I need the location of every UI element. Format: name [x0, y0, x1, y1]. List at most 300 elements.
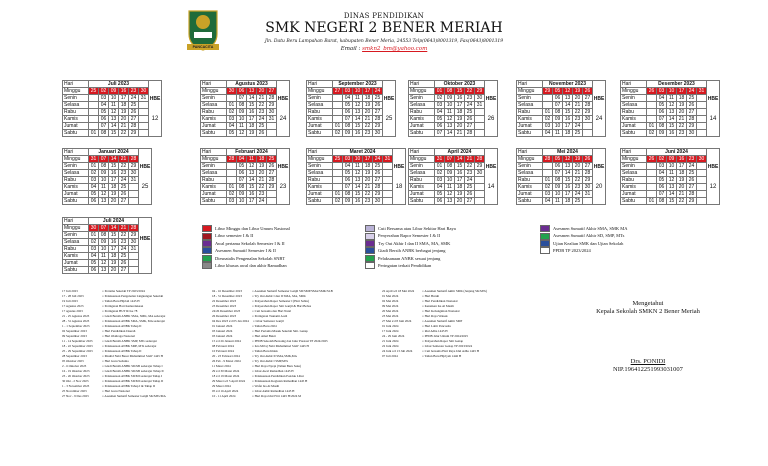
note-date: 25 November 2023: [62, 389, 87, 393]
note-text: = Pelaksanaan Pengenalan Lingkungan Sekolah: [102, 294, 164, 298]
date-cell: [697, 130, 707, 137]
note-text: = Maulid Nabi Besar Muhammad SAW 1445 H: [102, 354, 163, 358]
date-cell: 31: [267, 116, 277, 123]
note-date: 27 Mei s/d 8 Juni 2024: [382, 319, 412, 323]
date-cell: 16: [455, 170, 465, 177]
date-cell: 16: [119, 88, 129, 95]
date-cell: 28: [129, 123, 139, 130]
date-cell: 19: [363, 102, 373, 109]
date-cell: [475, 130, 485, 137]
note-date: 10 - 11 April 2024: [212, 394, 236, 398]
legend-swatch: [202, 225, 212, 232]
day-label: Rabu: [63, 177, 89, 184]
date-cell: 01: [89, 163, 99, 170]
date-cell: 23: [465, 170, 475, 177]
note-text: = Isra Mi'raj Nabi Muhammad SAW 1445 H: [252, 344, 309, 348]
agency-title: DINAS PENDIDIKAN: [343, 12, 425, 20]
date-cell: [543, 95, 553, 102]
note-date: 27 Nov - 9 Des 2023: [62, 394, 89, 398]
date-cell: 29: [373, 191, 383, 198]
legend-left: [202, 225, 290, 269]
date-cell: [129, 253, 139, 260]
school-address: Jln. Datu Beru Lampahan Barat, kabupaten Bener Meria, 24553 Telp(0643)8001319, Fax(0643)8001319: [264, 39, 504, 44]
date-cell: 17: [247, 116, 257, 123]
date-cell: 21: [677, 116, 687, 123]
date-cell: 27: [373, 109, 383, 116]
date-cell: 25: [573, 198, 583, 205]
note-text: = Hari Olahraga Nasional: [102, 334, 135, 338]
date-cell: 12: [667, 177, 677, 184]
date-cell: 16: [247, 191, 257, 198]
date-cell: 30: [227, 88, 237, 95]
note-text: = Hari Raya Waisak: [422, 314, 448, 318]
date-cell: 12: [667, 102, 677, 109]
date-cell: [333, 102, 343, 109]
day-label: Sabtu: [409, 130, 435, 137]
day-label: Kamis: [201, 116, 227, 123]
day-label: Jumat: [307, 123, 333, 130]
legend-item: [202, 247, 290, 254]
date-cell: 22: [677, 123, 687, 130]
date-cell: 27: [687, 184, 697, 191]
date-cell: 23: [129, 88, 139, 95]
month-title: Februari 2024: [227, 149, 277, 156]
date-cell: 30: [139, 88, 149, 95]
date-cell: 06: [343, 109, 353, 116]
date-cell: 07: [657, 191, 667, 198]
date-cell: [543, 163, 553, 170]
date-cell: 02: [89, 170, 99, 177]
date-cell: 25: [267, 156, 277, 163]
date-cell: 21: [573, 102, 583, 109]
date-cell: 01: [435, 88, 445, 95]
date-cell: 13: [445, 123, 455, 130]
day-label: Sabtu: [517, 198, 543, 205]
date-cell: [475, 177, 485, 184]
legend-label: Libur semester I & II: [215, 233, 254, 239]
day-label-header: Hari: [307, 81, 333, 88]
date-cell: 25: [89, 88, 99, 95]
date-cell: 27: [583, 163, 593, 170]
date-cell: 03: [543, 123, 553, 130]
date-cell: 30: [89, 225, 99, 232]
date-cell: 29: [475, 88, 485, 95]
note-date: 03 Januari 2024: [212, 334, 233, 338]
legend-swatch: [365, 262, 375, 269]
date-cell: 30: [129, 170, 139, 177]
day-label: Selasa: [621, 102, 647, 109]
note-text: = Hari Kebangkitan Nasional: [422, 309, 460, 313]
date-cell: 06: [435, 123, 445, 130]
date-cell: 28: [227, 156, 237, 163]
date-cell: 11: [667, 95, 677, 102]
note-text: = Hari Guru Sedunia: [102, 359, 129, 363]
note-date: 1 - 1 September 2023: [62, 324, 90, 328]
date-cell: 01: [543, 177, 553, 184]
date-cell: 14: [563, 170, 573, 177]
day-label: Rabu: [409, 177, 435, 184]
date-cell: 10: [353, 88, 363, 95]
note-text: = Tahun Baru Hijriyah 1446 H: [422, 354, 462, 358]
date-cell: 24: [465, 177, 475, 184]
date-cell: [697, 102, 707, 109]
legend-item: [365, 240, 456, 247]
hbe-count: HBE 12: [707, 149, 720, 205]
day-label-header: Hari: [63, 149, 89, 156]
date-cell: 07: [343, 116, 353, 123]
date-cell: 14: [247, 177, 257, 184]
day-label: Selasa: [517, 102, 543, 109]
date-cell: 27: [267, 88, 277, 95]
date-cell: 20: [109, 267, 119, 274]
note-date: 23 - 26 Oktober 2023: [62, 374, 90, 378]
legend-label: Giadi Bersih ANBK berbagai jenjang: [378, 248, 446, 254]
date-cell: [647, 102, 657, 109]
date-cell: 11: [237, 123, 247, 130]
note-text: = Hari Raya Idul Fitri 1445 H/2024 M: [252, 394, 301, 398]
logo-text: PANCACITA: [192, 45, 214, 49]
note-text: = Peringatan Tsunami Aceh: [252, 314, 288, 318]
date-cell: 02: [647, 130, 657, 137]
date-cell: 03: [657, 88, 667, 95]
date-cell: 04: [435, 184, 445, 191]
date-cell: 04: [435, 109, 445, 116]
date-cell: 02: [543, 116, 553, 123]
date-cell: [647, 116, 657, 123]
date-cell: 08: [657, 123, 667, 130]
note-date: 1 - 3 November 2023: [62, 384, 90, 388]
note-date: 30 Okt - 2 Nov 2023: [62, 379, 89, 383]
date-cell: 23: [119, 170, 129, 177]
date-cell: 19: [573, 88, 583, 95]
day-label: Rabu: [307, 177, 333, 184]
date-cell: 18: [109, 253, 119, 260]
date-cell: [383, 170, 393, 177]
legend-item: [540, 240, 628, 247]
date-cell: 22: [677, 198, 687, 205]
legend-label: Asesmen Sumatif Akhir SD, SMP, MTs: [553, 233, 625, 239]
date-cell: 23: [687, 156, 697, 163]
date-cell: 01: [647, 198, 657, 205]
day-label: Senin: [63, 232, 89, 239]
date-cell: 20: [363, 177, 373, 184]
date-cell: [475, 184, 485, 191]
date-cell: 20: [677, 109, 687, 116]
note-date: 02 September 2023: [62, 329, 87, 333]
hbe-count: HBE 26: [485, 81, 498, 137]
month-title: September 2023: [333, 81, 383, 88]
date-cell: 31: [129, 246, 139, 253]
day-label: Selasa: [409, 102, 435, 109]
date-cell: 20: [677, 184, 687, 191]
day-label: Senin: [63, 163, 89, 170]
date-cell: 08: [99, 163, 109, 170]
date-cell: 17: [677, 163, 687, 170]
date-cell: 21: [573, 170, 583, 177]
day-label-header: Hari: [409, 81, 435, 88]
day-label: Rabu: [201, 177, 227, 184]
month-calendar: [62, 148, 152, 205]
note-text: = Gladi Bersih ANBK SD/MI sederajat Tahap II: [102, 369, 164, 373]
date-cell: 15: [563, 177, 573, 184]
day-label: Jumat: [409, 191, 435, 198]
signature-block: [548, 300, 748, 374]
legend-item: [540, 225, 628, 232]
signature-name: Drs. PONIDI: [630, 358, 666, 365]
note-date: 22 Desember 2023: [212, 299, 237, 303]
date-cell: [89, 95, 99, 102]
day-label: Sabtu: [307, 130, 333, 137]
legend-label: Peringatan terkait Pendidikan: [378, 262, 432, 268]
day-label: Selasa: [621, 170, 647, 177]
date-cell: 09: [99, 170, 109, 177]
note-date: 09 Mei 2024: [382, 304, 399, 308]
note-date: 04 - 16 Desember 2023: [212, 289, 242, 293]
date-cell: 27: [583, 95, 593, 102]
day-label: Sabtu: [621, 198, 647, 205]
date-cell: 12: [99, 191, 109, 198]
date-cell: [139, 116, 149, 123]
date-cell: 08: [343, 191, 353, 198]
date-cell: 09: [657, 130, 667, 137]
date-cell: 22: [573, 109, 583, 116]
date-cell: 06: [237, 170, 247, 177]
note-text: = Libur Akhir Ramadhan 1445 H: [252, 389, 295, 393]
school-email-line: [0, 46, 768, 52]
date-cell: 23: [119, 239, 129, 246]
date-cell: 31: [583, 191, 593, 198]
date-cell: 19: [363, 170, 373, 177]
legend-item: [365, 262, 456, 269]
signature-acknowledge: Mengetahui: [632, 300, 664, 307]
note-date: 04 Des 2023 s/d 05 Jan 2024: [212, 319, 249, 323]
date-cell: 02: [227, 191, 237, 198]
email-label: Email :: [340, 46, 361, 52]
date-cell: [543, 102, 553, 109]
date-cell: 16: [667, 130, 677, 137]
date-cell: 08: [445, 88, 455, 95]
day-label: Sabtu: [409, 198, 435, 205]
date-cell: 28: [129, 225, 139, 232]
note-date: 09 September 2023: [62, 334, 87, 338]
date-cell: 13: [109, 116, 119, 123]
date-cell: [475, 191, 485, 198]
note-date: 08 Februari 2024: [212, 344, 234, 348]
date-cell: 12: [99, 260, 109, 267]
date-cell: [227, 95, 237, 102]
legend-label: Try Out Akhir I dan II SMA, MA, SMK: [378, 240, 451, 246]
note-text: = Cuti bersama dan Hari Natal: [252, 309, 292, 313]
date-cell: 31: [139, 95, 149, 102]
email-link[interactable]: smkn2_bm@yahoo.com: [362, 46, 428, 52]
date-cell: 17: [455, 102, 465, 109]
day-label: Minggu: [201, 156, 227, 163]
date-cell: 03: [435, 102, 445, 109]
note-date: 16 - 19 Oktober 2023: [62, 369, 90, 373]
day-label: Sabtu: [63, 198, 89, 205]
day-label: Kamis: [621, 116, 647, 123]
date-cell: 12: [353, 102, 363, 109]
date-cell: 25: [373, 95, 383, 102]
note-text: = Try Out Akhir II SMA,SMK,MA: [252, 354, 297, 358]
day-label: Selasa: [63, 239, 89, 246]
day-label: Jumat: [409, 123, 435, 130]
date-cell: 27: [119, 198, 129, 205]
date-cell: 02: [333, 198, 343, 205]
note-date: 28 - 31 Agustus 2023: [62, 319, 90, 323]
day-label: Kamis: [409, 184, 435, 191]
date-cell: [333, 177, 343, 184]
date-cell: 16: [353, 198, 363, 205]
date-cell: 03: [89, 246, 99, 253]
date-cell: [89, 123, 99, 130]
date-cell: [697, 123, 707, 130]
day-label: Minggu: [409, 88, 435, 95]
month-title: Januari 2024: [89, 149, 139, 156]
date-cell: 12: [109, 109, 119, 116]
date-cell: 22: [119, 232, 129, 239]
date-cell: 08: [445, 163, 455, 170]
day-label: Sabtu: [63, 267, 89, 274]
day-label-header: Hari: [517, 81, 543, 88]
date-cell: 07: [435, 130, 445, 137]
date-cell: 08: [657, 198, 667, 205]
day-label: Sabtu: [201, 130, 227, 137]
date-cell: [227, 177, 237, 184]
date-cell: [697, 163, 707, 170]
note-text: = Pelaksanaan ANBK Tahap I & Tahap II: [102, 384, 156, 388]
note-text: = Tahun Baru Hijriah 1445 H: [102, 299, 140, 303]
date-cell: [383, 163, 393, 170]
date-cell: 02: [333, 130, 343, 137]
date-cell: 15: [455, 163, 465, 170]
date-cell: 10: [667, 163, 677, 170]
legend-item: [540, 247, 628, 254]
date-cell: 18: [363, 163, 373, 170]
date-cell: 13: [667, 109, 677, 116]
legend-label: Penyerahan Rapor Semester I & II: [378, 233, 441, 239]
date-cell: 05: [435, 191, 445, 198]
note-date: 07 Juli 2024: [382, 354, 398, 358]
date-cell: 26: [687, 102, 697, 109]
legend-label: Ujian Kealian SMK dan Ujian Sekolah: [553, 240, 624, 246]
date-cell: 26: [129, 109, 139, 116]
date-cell: 01: [333, 191, 343, 198]
day-label: Rabu: [517, 109, 543, 116]
date-cell: 20: [363, 109, 373, 116]
date-cell: 15: [563, 109, 573, 116]
date-cell: 08: [343, 123, 353, 130]
date-cell: 18: [247, 123, 257, 130]
date-cell: 24: [373, 156, 383, 163]
day-label-header: Hari: [201, 149, 227, 156]
date-cell: 15: [353, 191, 363, 198]
date-cell: 25: [573, 130, 583, 137]
date-cell: 25: [373, 163, 383, 170]
note-text: = Hari Guru Nasional: [102, 389, 130, 393]
note-date: 11 - 14 September 2023: [62, 339, 93, 343]
date-cell: 25: [465, 109, 475, 116]
date-cell: [333, 163, 343, 170]
legend-swatch: [202, 247, 212, 254]
date-cell: 06: [657, 109, 667, 116]
date-cell: 25: [687, 170, 697, 177]
day-label-header: Hari: [63, 218, 89, 225]
date-cell: 21: [455, 130, 465, 137]
date-cell: 05: [657, 177, 667, 184]
day-label: Rabu: [517, 177, 543, 184]
date-cell: 29: [129, 163, 139, 170]
date-cell: 05: [553, 156, 563, 163]
date-cell: 01: [543, 109, 553, 116]
date-cell: 04: [543, 130, 553, 137]
note-text: = Pelaksanaan ANBK SD/MI sederajat Tahap II: [102, 379, 164, 383]
day-label: Senin: [307, 163, 333, 170]
date-cell: 20: [455, 198, 465, 205]
date-cell: 01: [227, 102, 237, 109]
day-label: Jumat: [517, 191, 543, 198]
date-cell: 18: [109, 184, 119, 191]
date-cell: 18: [563, 130, 573, 137]
note-text: = Tahun Baru 2024: [252, 324, 277, 328]
date-cell: 06: [343, 177, 353, 184]
date-cell: 09: [445, 170, 455, 177]
legend-swatch: [540, 240, 550, 247]
note-text: = PPDB Sekolah Bersaing dan Jalur Prestasi TP 2024/2025: [252, 339, 328, 343]
date-cell: 28: [129, 156, 139, 163]
date-cell: 02: [543, 184, 553, 191]
note-text: = Try Out Akhir I dan II SMA, MA, SMK: [252, 294, 306, 298]
date-cell: [697, 170, 707, 177]
date-cell: 12: [445, 191, 455, 198]
date-cell: [647, 95, 657, 102]
date-cell: 15: [247, 102, 257, 109]
note-text: = Idul Adha 1445 H: [422, 329, 448, 333]
date-cell: 28: [267, 177, 277, 184]
date-cell: 12: [563, 156, 573, 163]
date-cell: 18: [455, 109, 465, 116]
date-cell: 16: [563, 184, 573, 191]
date-cell: 15: [109, 130, 119, 137]
date-cell: [267, 130, 277, 137]
date-cell: 16: [677, 156, 687, 163]
date-cell: 31: [435, 156, 445, 163]
legend-swatch: [202, 233, 212, 240]
date-cell: 26: [373, 170, 383, 177]
date-cell: 22: [119, 130, 129, 137]
date-cell: 19: [573, 156, 583, 163]
date-cell: 03: [99, 95, 109, 102]
notes-column-2: [212, 289, 333, 399]
month-title: Agustus 2023: [227, 81, 277, 88]
date-cell: 17: [363, 156, 373, 163]
day-label: Kamis: [307, 184, 333, 191]
date-cell: [333, 184, 343, 191]
month-calendar: [62, 80, 162, 137]
day-label: Selasa: [201, 102, 227, 109]
date-cell: 13: [563, 95, 573, 102]
note-text: = PPDB Jalur Umum TP 2024/2025: [422, 334, 468, 338]
date-cell: 09: [237, 109, 247, 116]
date-cell: 10: [445, 177, 455, 184]
date-cell: 26: [257, 130, 267, 137]
note-text: = Pelaksanaan Pendidikan Pondok Libur: [252, 374, 304, 378]
hbe-count: HBE 23: [277, 149, 290, 205]
date-cell: [267, 123, 277, 130]
note-text: = Hari Lahir Pancasila: [422, 324, 451, 328]
day-label: Jumat: [201, 191, 227, 198]
note-date: 28 September 2023: [62, 354, 87, 358]
